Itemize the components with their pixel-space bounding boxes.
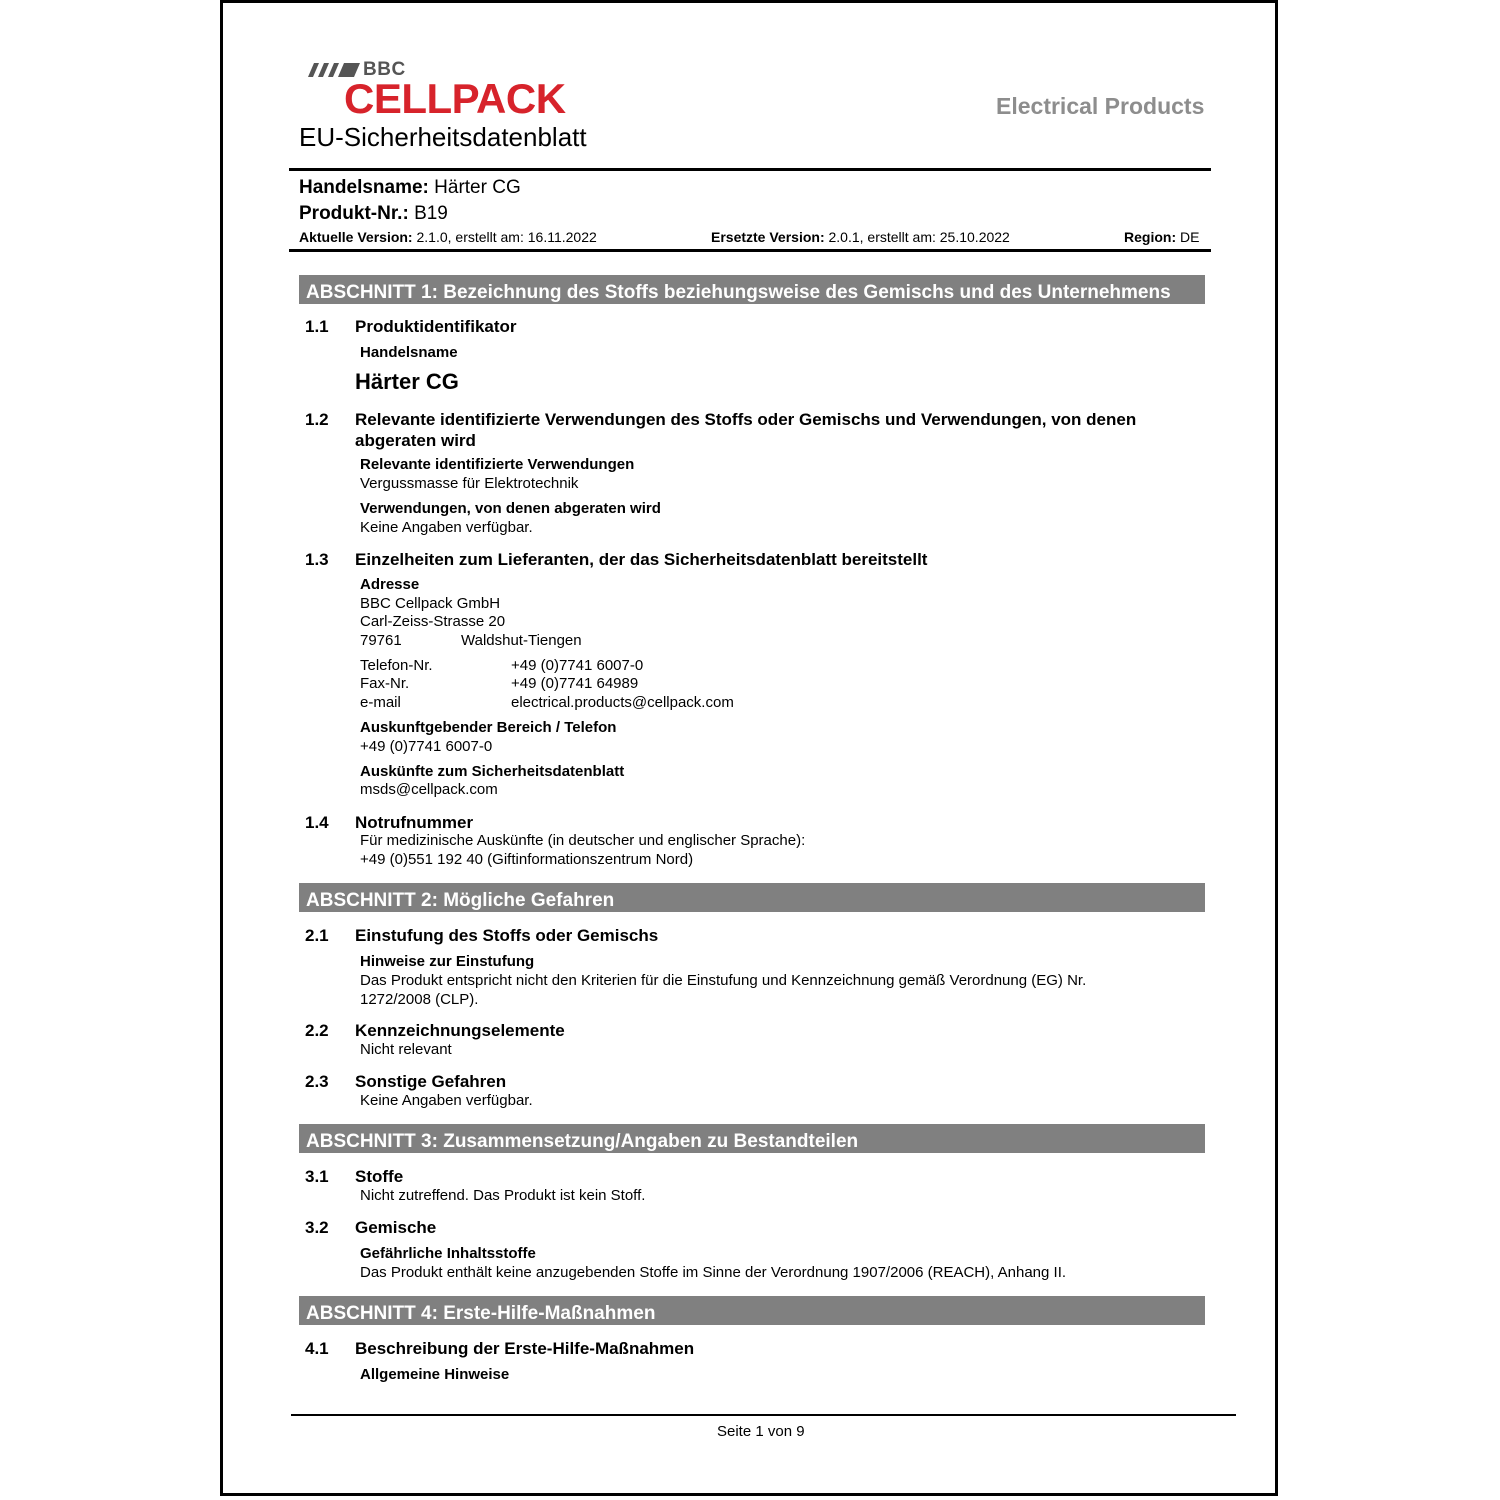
trade-name-value: Härter CG <box>434 177 521 198</box>
trade-name-line <box>299 177 521 199</box>
product-name-large: Härter CG <box>355 369 459 394</box>
street: Carl-Zeiss-Strasse 20 <box>360 613 506 630</box>
current-version <box>299 229 597 245</box>
field-text: Nicht relevant <box>360 1041 452 1058</box>
subsection-title: Beschreibung der Erste-Hilfe-Maßnahmen <box>355 1339 695 1358</box>
subsection-number: 2.2 <box>305 1021 329 1040</box>
sds-email-link[interactable]: msds@cellpack.com <box>360 781 498 798</box>
page-number: Seite 1 von 9 <box>717 1423 805 1440</box>
subsection-title: Stoffe <box>355 1167 404 1186</box>
fax-label: Fax-Nr. <box>360 675 410 692</box>
field-text: Keine Angaben verfügbar. <box>360 519 533 536</box>
field-label: Handelsname <box>360 344 458 361</box>
trade-name-label: Handelsname: <box>299 177 429 198</box>
subsection-title: Gemische <box>355 1218 437 1237</box>
email-link[interactable]: electrical.products@cellpack.com <box>511 694 734 711</box>
email-label: e-mail <box>360 694 401 711</box>
field-text: +49 (0)7741 6007-0 <box>360 738 493 755</box>
header-bottom-divider <box>289 249 1211 252</box>
subsection-number: 1.4 <box>305 813 329 832</box>
field-text: Keine Angaben verfügbar. <box>360 1092 533 1109</box>
subsection-number: 1.1 <box>305 317 329 336</box>
sds-page <box>220 0 1278 1496</box>
section-1-header: ABSCHNITT 1: Bezeichnung des Stoffs beziehungsweise des Gemischs und des Unternehmens <box>299 275 1205 304</box>
subsection-number: 1.3 <box>305 550 329 569</box>
subsection-title: Notrufnummer <box>355 813 474 832</box>
region <box>1124 229 1199 245</box>
field-text: Vergussmasse für Elektrotechnik <box>360 475 579 492</box>
replaced-version <box>711 229 1010 245</box>
subsection-title: Einzelheiten zum Lieferanten, der das Sicherheitsdatenblatt bereitstellt <box>355 550 928 569</box>
replaced-version-label: Ersetzte Version: <box>711 229 825 245</box>
section-2-header: ABSCHNITT 2: Mögliche Gefahren <box>299 883 1205 912</box>
product-no-value: B19 <box>414 203 448 224</box>
field-label: Hinweise zur Einstufung <box>360 953 535 970</box>
company-name: BBC Cellpack GmbH <box>360 595 501 612</box>
subsection-title: Sonstige Gefahren <box>355 1072 507 1091</box>
subsection-number: 4.1 <box>305 1339 329 1358</box>
field-label: Auskunftgebender Bereich / Telefon <box>360 719 617 736</box>
field-label: Auskünfte zum Sicherheitsdatenblatt <box>360 763 625 780</box>
phone-value: +49 (0)7741 6007-0 <box>511 657 644 674</box>
field-text: Das Produkt enthält keine anzugebenden Stoffe im Sinne der Verordnung 1907/2006 (REACH), Anhang II. <box>360 1264 1067 1281</box>
logo-cellpack-text: CELLPACK <box>344 75 566 122</box>
field-label: Gefährliche Inhaltsstoffe <box>360 1245 536 1262</box>
field-label: Verwendungen, von denen abgeraten wird <box>360 500 661 517</box>
field-label: Allgemeine Hinweise <box>360 1366 510 1383</box>
subsection-title: Kennzeichnungselemente <box>355 1021 565 1040</box>
subsection-number: 3.2 <box>305 1218 329 1237</box>
subsection-number: 2.3 <box>305 1072 329 1091</box>
subsection-number: 2.1 <box>305 926 329 945</box>
division-label: Electrical Products <box>996 93 1205 119</box>
subsection-title: Einstufung des Stoffs oder Gemischs <box>355 926 659 945</box>
field-text: Das Produkt entspricht nicht den Kriterien für die Einstufung und Kennzeichnung gemäß Verordnung (EG) Nr. 1272/2008 (CLP). <box>360 972 1087 1008</box>
field-text: +49 (0)551 192 40 (Giftinformationszentrum Nord) <box>360 851 694 868</box>
product-no-label: Produkt-Nr.: <box>299 203 409 224</box>
region-value: DE <box>1180 229 1200 245</box>
current-version-label: Aktuelle Version: <box>299 229 413 245</box>
field-text: Nicht zutreffend. Das Produkt ist kein Stoff. <box>360 1187 646 1204</box>
document-title: EU-Sicherheitsdatenblatt <box>299 122 587 152</box>
header-divider <box>289 168 1211 171</box>
phone-label: Telefon-Nr. <box>360 657 433 674</box>
section-3-header: ABSCHNITT 3: Zusammensetzung/Angaben zu Bestandteilen <box>299 1124 1205 1153</box>
subsection-title: Produktidentifikator <box>355 317 517 336</box>
region-label: Region: <box>1124 229 1177 245</box>
field-text: Für medizinische Auskünfte (in deutscher und englischer Sprache): <box>360 832 806 849</box>
section-4-header: ABSCHNITT 4: Erste-Hilfe-Maßnahmen <box>299 1296 1205 1325</box>
subsection-title: Relevante identifizierte Verwendungen des Stoffs oder Gemischs und Verwendungen, von denen abgeraten wird <box>355 410 1137 450</box>
zip-code: 79761 <box>360 632 402 649</box>
footer-divider <box>291 1414 1236 1416</box>
replaced-version-value: 2.0.1, erstellt am: 25.10.2022 <box>828 229 1010 245</box>
field-label: Relevante identifizierte Verwendungen <box>360 456 635 473</box>
city: Waldshut-Tiengen <box>461 632 582 649</box>
subsection-number: 3.1 <box>305 1167 329 1186</box>
product-no-line <box>299 203 448 225</box>
logo-bbc-text: BBC <box>363 59 406 80</box>
fax-value: +49 (0)7741 64989 <box>511 675 639 692</box>
address-label: Adresse <box>360 576 420 593</box>
subsection-number: 1.2 <box>305 410 329 429</box>
current-version-value: 2.1.0, erstellt am: 16.11.2022 <box>416 229 597 245</box>
